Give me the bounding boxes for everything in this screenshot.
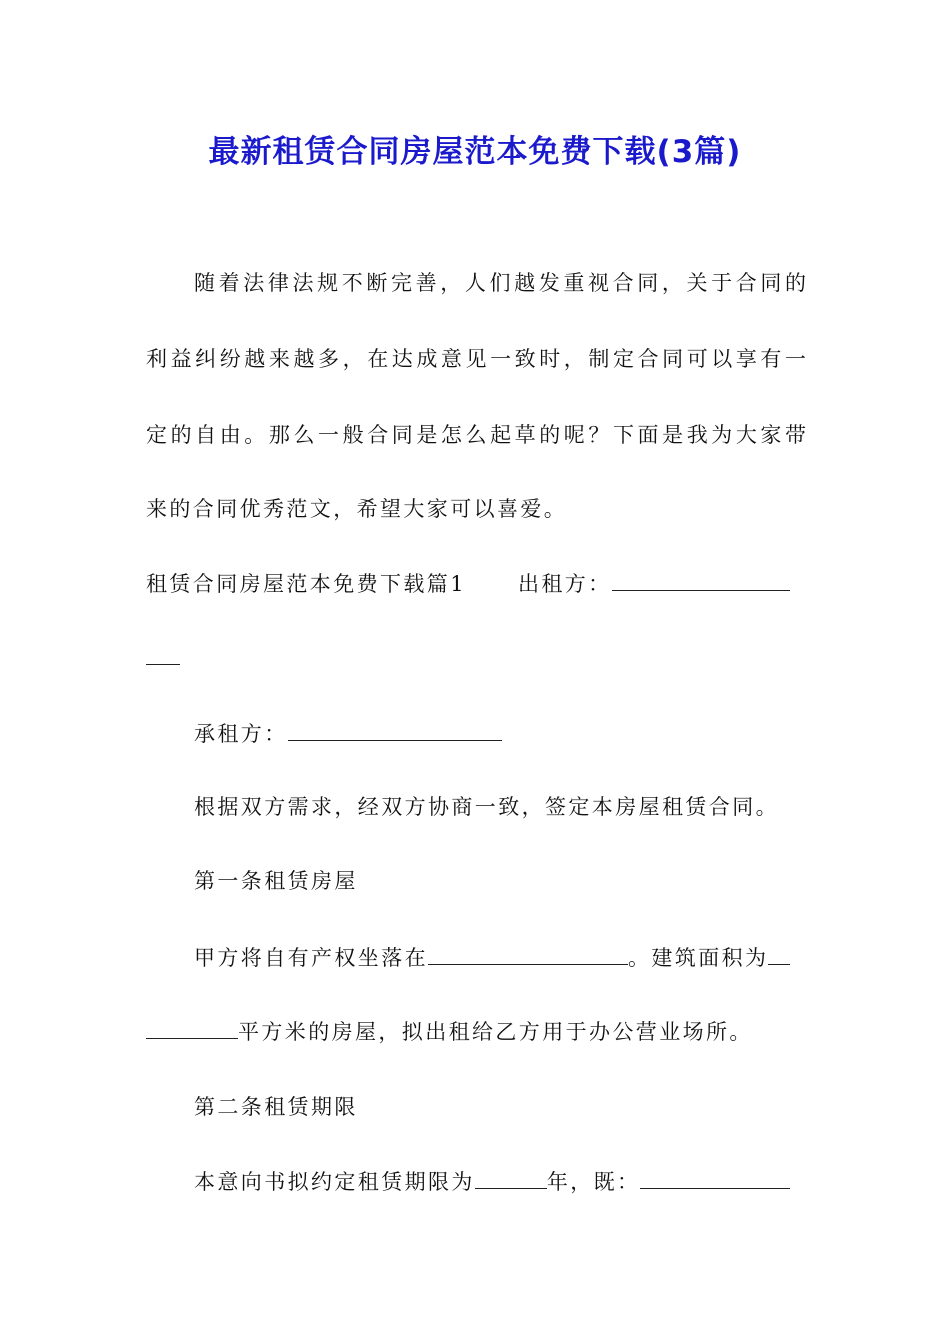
article1-text-a: 甲方将自有产权坐落在 <box>194 946 428 970</box>
area-blank <box>768 942 790 965</box>
section1-heading: 租赁合同房屋范本免费下载篇1 <box>146 572 466 596</box>
lessor-blank <box>612 568 790 591</box>
article1-line-2 <box>146 1016 806 1047</box>
agreement-line: 根据双方需求，经双方协商一致，签定本房屋租赁合同。 <box>194 795 779 819</box>
lessee-label: 承租方： <box>194 722 288 746</box>
article2-title: 第二条租赁期限 <box>194 1095 358 1119</box>
term-years-blank <box>475 1166 547 1189</box>
lessee-line <box>194 718 806 749</box>
article2-text-a: 本意向书拟约定租赁期限为 <box>194 1170 475 1194</box>
term-dates-blank <box>640 1166 790 1189</box>
lessee-blank <box>288 718 502 741</box>
lessor-blank-continued-line <box>146 642 806 673</box>
intro-line-1: 随着法律法规不断完善，人们越发重视合同，关于合同的 <box>194 271 806 295</box>
lessor-label: 出租方： <box>517 572 612 596</box>
article2-line-1 <box>194 1166 806 1197</box>
lessor-blank-continued <box>146 642 180 665</box>
article1-title: 第一条租赁房屋 <box>194 869 358 893</box>
section1-heading-line <box>146 568 806 599</box>
article1-text-c: 平方米的房屋，拟出租给乙方用于办公营业场所。 <box>238 1020 753 1044</box>
location-blank <box>428 942 628 965</box>
article2-text-b: 年，既： <box>546 1170 641 1194</box>
intro-line-2: 利益纠纷越来越多，在达成意见一致时，制定合同可以享有一 <box>146 347 806 371</box>
document-title: 最新租赁合同房屋范本免费下载(3篇) <box>208 134 742 170</box>
intro-line-3: 定的自由。那么一般合同是怎么起草的呢？下面是我为大家带 <box>146 423 806 447</box>
article1-line-1 <box>194 942 806 973</box>
article1-text-b: 。建筑面积为 <box>628 946 769 970</box>
intro-line-4: 来的合同优秀范文，希望大家可以喜爱。 <box>146 497 568 521</box>
area-blank-continued <box>146 1016 238 1039</box>
